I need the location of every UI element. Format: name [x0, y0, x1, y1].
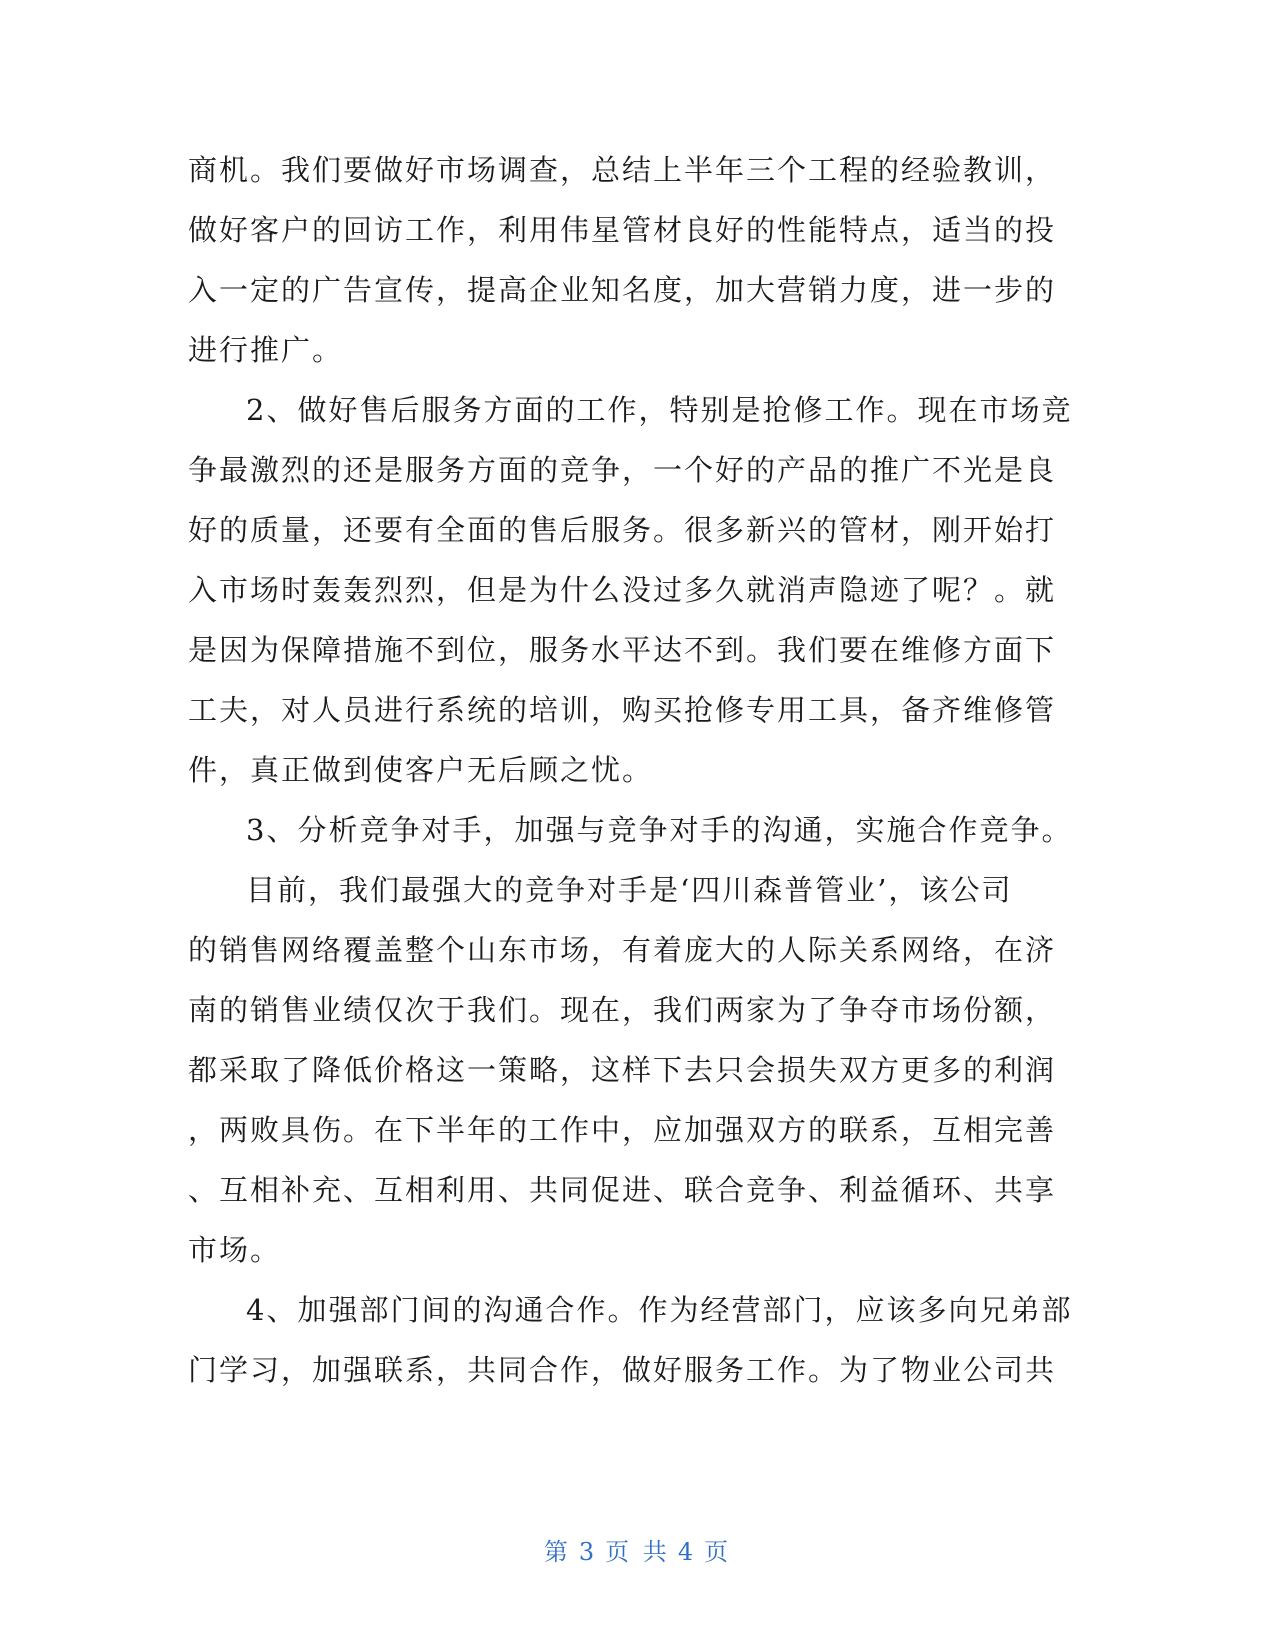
text-line: 工夫，对人员进行系统的培训，购买抢修专用工具，备齐维修管: [188, 693, 1057, 727]
text-line: 进行推广。: [188, 333, 344, 367]
document-body: [188, 140, 1088, 1400]
text-line: 好的质量，还要有全面的售后服务。很多新兴的管材，刚开始打: [188, 513, 1057, 547]
text-line: 的销售网络覆盖整个山东市场，有着庞大的人际关系网络，在济: [188, 933, 1057, 967]
text-line: 南的销售业绩仅次于我们。现在，我们两家为了争夺市场份额，: [188, 993, 1057, 1027]
text-line: 是因为保障措施不到位，服务水平达不到。我们要在维修方面下: [188, 633, 1057, 667]
current-page-number: 3: [578, 1538, 598, 1566]
text-line: 4、加强部门间的沟通合作。作为经营部门，应该多向兄弟部: [246, 1293, 1073, 1327]
footer-prefix: 第: [543, 1538, 571, 1566]
text-line: 件，真正做到使客户无后顾之忧。: [188, 753, 654, 787]
text-line: 都采取了降低价格这一策略，这样下去只会损失双方更多的利润: [188, 1053, 1057, 1087]
text-line: 市场。: [188, 1233, 282, 1267]
text-line: 争最激烈的还是服务方面的竞争，一个好的产品的推广不光是良: [188, 453, 1057, 487]
text-line: 2、做好售后服务方面的工作，特别是抢修工作。现在市场竞: [246, 393, 1073, 427]
total-page-number: 4: [677, 1538, 697, 1566]
text-line: 商机。我们要做好市场调查，总结上半年三个工程的经验教训，: [188, 153, 1057, 187]
text-line: 入一定的广告宣传，提高企业知名度，加大营销力度，进一步的: [188, 273, 1057, 307]
text-line: 入市场时轰轰烈烈，但是为什么没过多久就消声隐迹了呢？。就: [188, 573, 1057, 607]
text-line: 门学习，加强联系，共同合作，做好服务工作。为了物业公司共: [188, 1353, 1057, 1387]
footer-middle: 页 共: [605, 1538, 670, 1566]
text-line: 目前，我们最强大的竞争对手是‘四川森普管业’，该公司: [246, 873, 1013, 907]
page-footer: [0, 1532, 1275, 1567]
footer-suffix: 页: [704, 1538, 732, 1566]
text-line: 、互相补充、互相利用、共同促进、联合竞争、利益循环、共享: [188, 1173, 1057, 1207]
text-line: ，两败具伤。在下半年的工作中，应加强双方的联系，互相完善: [188, 1113, 1057, 1147]
text-line: 做好客户的回访工作，利用伟星管材良好的性能特点，适当的投: [188, 213, 1057, 247]
text-line: 3、分析竞争对手，加强与竞争对手的沟通，实施合作竞争。: [246, 813, 1073, 847]
